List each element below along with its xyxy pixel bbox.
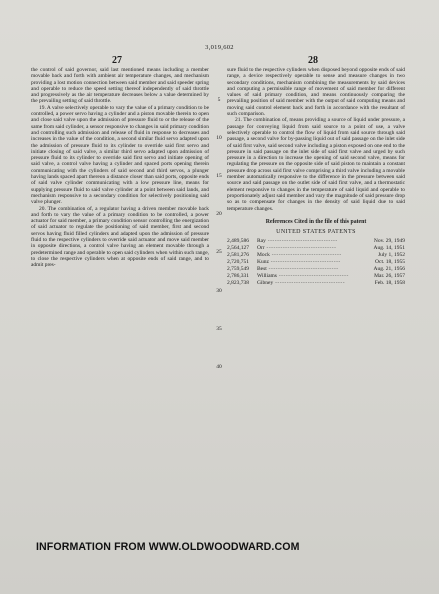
dot-leader: ------------------------------	[268, 259, 341, 266]
reference-name: Orr	[257, 245, 265, 252]
reference-row	[227, 266, 405, 273]
left-paragraph-1: the control of said governor, said last mentioned means including a member movable back and forth with ambient air temperature changes, and mechanism providing a lost motion connection between said member and said speeder spring and operable to reduce the speed setting thereof independently of said throttle and progressively as the air temperature decreases below a value determined by the prevailing setting of said throttle.	[31, 67, 209, 105]
reference-name: Ray	[257, 238, 266, 245]
dot-leader: ------------------------------	[269, 252, 342, 259]
footer-source: INFORMATION FROM WWW.OLDWOODWARD.COM	[36, 541, 300, 553]
dot-leader: ------------------------------	[265, 238, 338, 245]
line-number: 25	[216, 249, 222, 255]
claim-19: 19. A valve selectively operable to vary the value of a primary condition to be controlled, a power servo having a cylinder and a piston movable therein to open and close said valve upon the admission of pressure fluid to or the release of the same from said cylinder, a sensor responsive to changes in said primary condition and controlling such admission and release of fluid in response to decreases and increases in the value of the condition, a second similar fluid servo adapted upon the admission of pressure fluid to its cylinder to override said first servo and initiate closing of said valve, a similar third servo adapted upon admission of pressure fluid to its cylinder to override said first servo and initiate opening of said valve, a control valve having a cylinder and spaced ports opening therein communicating with the cylinders of said second and third servos, a plunger having lands spaced apart thereon a distance closer than said ports, opposite ends of said valve cylinder communicating with a low pressure line, means for supplying pressure fluid to said valve cylinder at a point between said lands, and mechanism responsive to a secondary condition for selectively positioning said valve plunger.	[31, 104, 209, 206]
reference-name-cell	[257, 280, 357, 287]
line-number: 5	[217, 97, 221, 103]
reference-number: 2,786,331	[227, 272, 249, 279]
reference-number: 2,759,549	[227, 266, 249, 273]
column-number-right: 28	[308, 55, 318, 66]
line-number: 15	[216, 173, 222, 179]
line-number: 40	[216, 364, 222, 370]
reference-date: Mar. 26, 1957	[374, 272, 405, 279]
reference-number: 2,564,127	[227, 245, 249, 252]
references-subtitle: UNITED STATES PATENTS	[276, 229, 356, 236]
reference-name: Williams	[257, 272, 277, 279]
reference-name: Best	[257, 266, 267, 273]
dot-leader: ------------------------------	[264, 245, 337, 252]
dot-leader: ------------------------------	[273, 279, 346, 286]
column-number-left: 27	[112, 55, 122, 66]
reference-date: Aug. 14, 1951	[373, 245, 405, 252]
reference-row	[227, 259, 405, 266]
line-number: 35	[216, 326, 222, 332]
reference-number: 2,581,276	[227, 252, 249, 259]
reference-row	[227, 245, 405, 252]
patent-number: 3,019,602	[205, 44, 234, 51]
left-column	[31, 67, 209, 269]
reference-row	[227, 273, 405, 280]
references-table	[227, 238, 405, 286]
reference-date: Oct. 18, 1955	[375, 259, 405, 266]
reference-number: 2,823,738	[227, 279, 249, 286]
dot-leader: ------------------------------	[266, 266, 339, 273]
reference-name: Mock	[257, 252, 270, 259]
line-number: 10	[216, 135, 222, 141]
reference-date: Feb. 18, 1958	[374, 279, 405, 286]
reference-name-cell	[257, 245, 357, 252]
reference-name-cell	[257, 238, 357, 245]
reference-name-cell	[257, 252, 357, 259]
reference-number: 2,489,586	[227, 238, 249, 245]
references-title: References Cited in the file of this patent	[265, 218, 367, 225]
right-paragraph-1: sure fluid to the respective cylinders when disposed beyond opposite ends of said range, a device respectively operable to sense and measure changes in two secondary conditions, mechanism combining the measurements by said devices and computing a permissible range of movement of said member for different values of said primary condition, and means continuously comparing the prevailing position of said member with the output of said computing means and moving said control element back and forth in accordance with the resultant of such comparison.	[227, 67, 405, 118]
claim-21: 21. The combination of, means providing a source of liquid under pressure, a passage for conveying liquid from said source to a point of use, a valve selectively operable to control the flow of liquid from said source through said passage, a second valve for by-passing liquid out of said passage on the inlet side of said first valve, said second valve including a piston exposed on one end to the pressure in said passage on the inlet side of said first valve and urged by such pressure in a direction to increase the opening of said second valve, means for regulating the pressure on the opposite side of said piston to maintain a constant pressure drop across said first valve comprising a third valve including a movable member automatically responsive to the difference in the pressure between said source and said passage on the outlet side of said first valve, and a thermostatic element responsive to changes in the temperature of said liquid and operable to proportionately adjust said member and vary the magnitude of said pressure drop so as to compensate for changes in the density of said liquid due to said temperature changes.	[227, 117, 405, 212]
reference-row	[227, 238, 405, 245]
reference-date: Nov. 29, 1949	[373, 238, 405, 245]
reference-date: Aug. 21, 1956	[373, 266, 405, 273]
right-column	[227, 67, 405, 287]
line-number: 30	[216, 288, 222, 294]
reference-name: Kunz	[257, 259, 269, 266]
reference-name-cell	[257, 259, 357, 266]
claim-20: 20. The combination of, a regulator having a driven member movable back and forth to vary the value of a primary condition to be controlled, a power actuator for said member, a primary condition sensor controlling the energization of said actuator to regulate the positioning of said member, first and second servos having fluid filled cylinders and adapted upon the admission of pressure fluid to the respective cylinders to override said actuator and move said member in opposite directions, a control valve having an element movable through a predetermined range and operable to open said cylinders when within such range, to close the respective cylinders when at opposite ends of said range, and to admit pres-	[31, 205, 209, 269]
reference-date: July 1, 1952	[377, 252, 405, 259]
reference-name-cell	[257, 266, 357, 273]
reference-row	[227, 280, 405, 287]
reference-number: 2,720,751	[227, 259, 249, 266]
dot-leader: ------------------------------	[276, 272, 349, 279]
reference-row	[227, 252, 405, 259]
reference-name: Gibney	[257, 279, 274, 286]
reference-name-cell	[257, 273, 357, 280]
line-number: 20	[216, 211, 222, 217]
